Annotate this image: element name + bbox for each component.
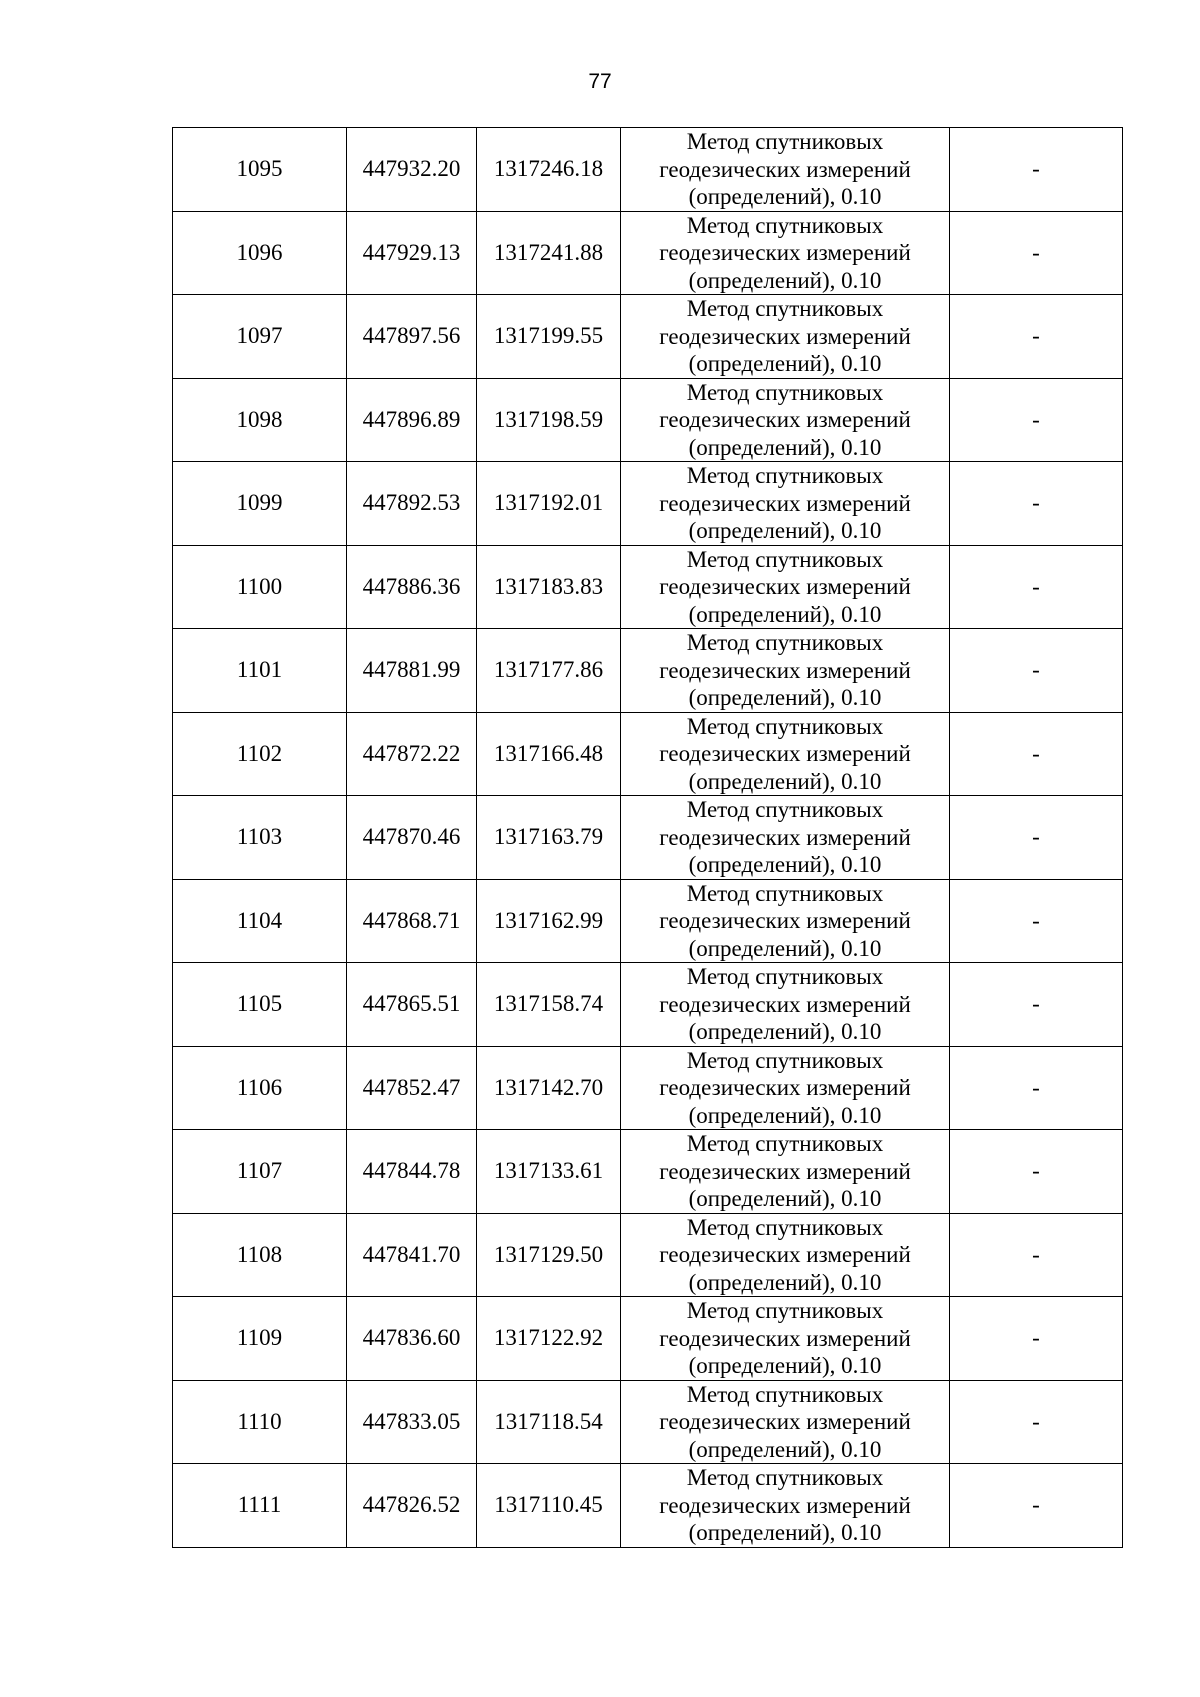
point-number-cell: 1095 <box>173 128 347 212</box>
method-cell <box>621 1380 950 1464</box>
method-text-line: (определений), 0.10 <box>688 518 882 543</box>
coordinate-x-cell: 447841.70 <box>347 1213 477 1297</box>
method-cell <box>621 211 950 295</box>
method-text-line: (определений), 0.10 <box>688 601 882 627</box>
table-row <box>173 462 1123 546</box>
method-text-line: геодезических измерений <box>659 490 911 516</box>
coordinate-y-cell: 1317183.83 <box>477 545 621 629</box>
note-cell: - <box>950 1213 1123 1297</box>
coordinate-y-cell: 1317129.50 <box>477 1213 621 1297</box>
method-text-line: Метод спутниковых <box>686 379 884 405</box>
method-text-line: Метод спутниковых <box>686 1465 884 1490</box>
coordinate-y-cell: 1317158.74 <box>477 963 621 1047</box>
method-text-line: геодезических измерений <box>659 741 911 766</box>
note-cell: - <box>950 295 1123 379</box>
method-text-line: Метод спутниковых <box>686 630 884 655</box>
method-text-line: Метод спутниковых <box>686 1047 884 1073</box>
method-text-line: Метод спутниковых <box>686 713 884 739</box>
point-number-cell: 1099 <box>173 462 347 546</box>
method-cell <box>621 629 950 713</box>
method-text-line: Метод спутниковых <box>686 1381 884 1407</box>
coordinate-y-cell: 1317246.18 <box>477 128 621 212</box>
method-text-line: (определений), 0.10 <box>688 1436 882 1462</box>
coordinate-y-cell: 1317241.88 <box>477 211 621 295</box>
page-number: 77 <box>588 70 612 93</box>
coordinate-y-cell: 1317198.59 <box>477 378 621 462</box>
method-cell <box>621 462 950 546</box>
point-number-cell: 1109 <box>173 1297 347 1381</box>
note-cell: - <box>950 796 1123 880</box>
method-text-line: Метод спутниковых <box>686 546 884 572</box>
method-text-line: (определений), 0.10 <box>688 1353 882 1378</box>
method-text-line: (определений), 0.10 <box>688 1186 882 1211</box>
method-cell <box>621 378 950 462</box>
method-text-line: геодезических измерений <box>659 407 911 432</box>
method-text-line: геодезических измерений <box>659 991 911 1017</box>
method-text-line: геодезических измерений <box>659 574 911 599</box>
coordinate-y-cell: 1317118.54 <box>477 1380 621 1464</box>
method-cell <box>621 712 950 796</box>
method-text-line: Метод спутниковых <box>686 1298 884 1323</box>
coordinate-y-cell: 1317162.99 <box>477 879 621 963</box>
method-text-line: геодезических измерений <box>659 323 911 349</box>
table-row <box>173 1046 1123 1130</box>
coordinate-x-cell: 447868.71 <box>347 879 477 963</box>
method-text-line: (определений), 0.10 <box>688 1269 882 1295</box>
method-text-line: Метод спутниковых <box>686 212 884 238</box>
method-text-line: Метод спутниковых <box>686 463 884 488</box>
coordinate-x-cell: 447892.53 <box>347 462 477 546</box>
point-number-cell: 1098 <box>173 378 347 462</box>
note-cell: - <box>950 879 1123 963</box>
table-row <box>173 1380 1123 1464</box>
note-cell: - <box>950 1046 1123 1130</box>
coordinate-y-cell: 1317177.86 <box>477 629 621 713</box>
coordinate-y-cell: 1317163.79 <box>477 796 621 880</box>
method-text-line: Метод спутниковых <box>686 797 884 822</box>
method-text-line: геодезических измерений <box>659 1158 911 1184</box>
table-row <box>173 378 1123 462</box>
point-number-cell: 1108 <box>173 1213 347 1297</box>
table-row <box>173 1130 1123 1214</box>
coordinate-y-cell: 1317142.70 <box>477 1046 621 1130</box>
coordinate-y-cell: 1317110.45 <box>477 1464 621 1548</box>
method-text-line: (определений), 0.10 <box>688 935 882 961</box>
coordinate-x-cell: 447865.51 <box>347 963 477 1047</box>
coordinate-x-cell: 447852.47 <box>347 1046 477 1130</box>
table-row <box>173 545 1123 629</box>
note-cell: - <box>950 462 1123 546</box>
coordinate-x-cell: 447932.20 <box>347 128 477 212</box>
table-row <box>173 1464 1123 1548</box>
coordinate-x-cell: 447897.56 <box>347 295 477 379</box>
coordinate-y-cell: 1317166.48 <box>477 712 621 796</box>
method-text-line: Метод спутниковых <box>686 1214 884 1240</box>
coordinate-x-cell: 447886.36 <box>347 545 477 629</box>
note-cell: - <box>950 128 1123 212</box>
point-number-cell: 1105 <box>173 963 347 1047</box>
method-text-line: Метод спутниковых <box>686 296 884 321</box>
method-text-line: (определений), 0.10 <box>688 434 882 460</box>
method-cell <box>621 1213 950 1297</box>
point-number-cell: 1107 <box>173 1130 347 1214</box>
coordinate-x-cell: 447836.60 <box>347 1297 477 1381</box>
method-text-line: (определений), 0.10 <box>688 1520 882 1545</box>
note-cell: - <box>950 378 1123 462</box>
method-text-line: (определений), 0.10 <box>688 351 882 376</box>
table-row <box>173 1297 1123 1381</box>
coordinates-table <box>172 127 1123 1548</box>
method-cell <box>621 1130 950 1214</box>
method-cell <box>621 796 950 880</box>
coordinate-y-cell: 1317122.92 <box>477 1297 621 1381</box>
method-cell <box>621 128 950 212</box>
note-cell: - <box>950 712 1123 796</box>
method-text-line: (определений), 0.10 <box>688 267 882 293</box>
method-cell <box>621 1464 950 1548</box>
note-cell: - <box>950 1297 1123 1381</box>
point-number-cell: 1110 <box>173 1380 347 1464</box>
note-cell: - <box>950 963 1123 1047</box>
note-cell: - <box>950 545 1123 629</box>
table-row <box>173 879 1123 963</box>
method-text-line: геодезических измерений <box>659 824 911 850</box>
note-cell: - <box>950 211 1123 295</box>
method-cell <box>621 879 950 963</box>
point-number-cell: 1101 <box>173 629 347 713</box>
table-row <box>173 963 1123 1047</box>
table-row <box>173 1213 1123 1297</box>
coordinate-x-cell: 447881.99 <box>347 629 477 713</box>
method-cell <box>621 1046 950 1130</box>
table-row <box>173 629 1123 713</box>
point-number-cell: 1102 <box>173 712 347 796</box>
method-text-line: геодезических измерений <box>659 657 911 683</box>
point-number-cell: 1100 <box>173 545 347 629</box>
method-text-line: геодезических измерений <box>659 156 911 182</box>
method-text-line: Метод спутниковых <box>686 964 884 989</box>
method-text-line: Метод спутниковых <box>686 129 884 154</box>
coordinate-y-cell: 1317192.01 <box>477 462 621 546</box>
point-number-cell: 1106 <box>173 1046 347 1130</box>
table-row <box>173 796 1123 880</box>
coordinate-y-cell: 1317199.55 <box>477 295 621 379</box>
table-row <box>173 211 1123 295</box>
coordinate-x-cell: 447826.52 <box>347 1464 477 1548</box>
point-number-cell: 1097 <box>173 295 347 379</box>
method-text-line: геодезических измерений <box>659 240 911 265</box>
table-row <box>173 295 1123 379</box>
method-text-line: Метод спутниковых <box>686 880 884 906</box>
point-number-cell: 1111 <box>173 1464 347 1548</box>
method-text-line: геодезических измерений <box>659 1492 911 1518</box>
method-text-line: Метод спутниковых <box>686 1131 884 1156</box>
table-row <box>173 128 1123 212</box>
method-text-line: геодезических измерений <box>659 1242 911 1267</box>
method-cell <box>621 963 950 1047</box>
point-number-cell: 1096 <box>173 211 347 295</box>
point-number-cell: 1104 <box>173 879 347 963</box>
coordinate-x-cell: 447844.78 <box>347 1130 477 1214</box>
coordinate-x-cell: 447870.46 <box>347 796 477 880</box>
coordinates-table-body <box>173 128 1123 1548</box>
method-cell <box>621 545 950 629</box>
method-text-line: (определений), 0.10 <box>688 685 882 710</box>
method-text-line: (определений), 0.10 <box>688 1019 882 1044</box>
method-text-line: геодезических измерений <box>659 1325 911 1351</box>
method-cell <box>621 1297 950 1381</box>
coordinate-x-cell: 447833.05 <box>347 1380 477 1464</box>
method-text-line: (определений), 0.10 <box>688 1102 882 1128</box>
note-cell: - <box>950 1130 1123 1214</box>
point-number-cell: 1103 <box>173 796 347 880</box>
method-text-line: геодезических измерений <box>659 908 911 933</box>
note-cell: - <box>950 629 1123 713</box>
coordinate-x-cell: 447929.13 <box>347 211 477 295</box>
table-row <box>173 712 1123 796</box>
note-cell: - <box>950 1464 1123 1548</box>
method-text-line: геодезических измерений <box>659 1409 911 1434</box>
coordinate-x-cell: 447896.89 <box>347 378 477 462</box>
method-text-line: (определений), 0.10 <box>688 852 882 877</box>
method-text-line: геодезических измерений <box>659 1075 911 1100</box>
method-text-line: (определений), 0.10 <box>688 768 882 794</box>
coordinate-x-cell: 447872.22 <box>347 712 477 796</box>
note-cell: - <box>950 1380 1123 1464</box>
coordinate-y-cell: 1317133.61 <box>477 1130 621 1214</box>
method-text-line: (определений), 0.10 <box>688 184 882 209</box>
method-cell <box>621 295 950 379</box>
